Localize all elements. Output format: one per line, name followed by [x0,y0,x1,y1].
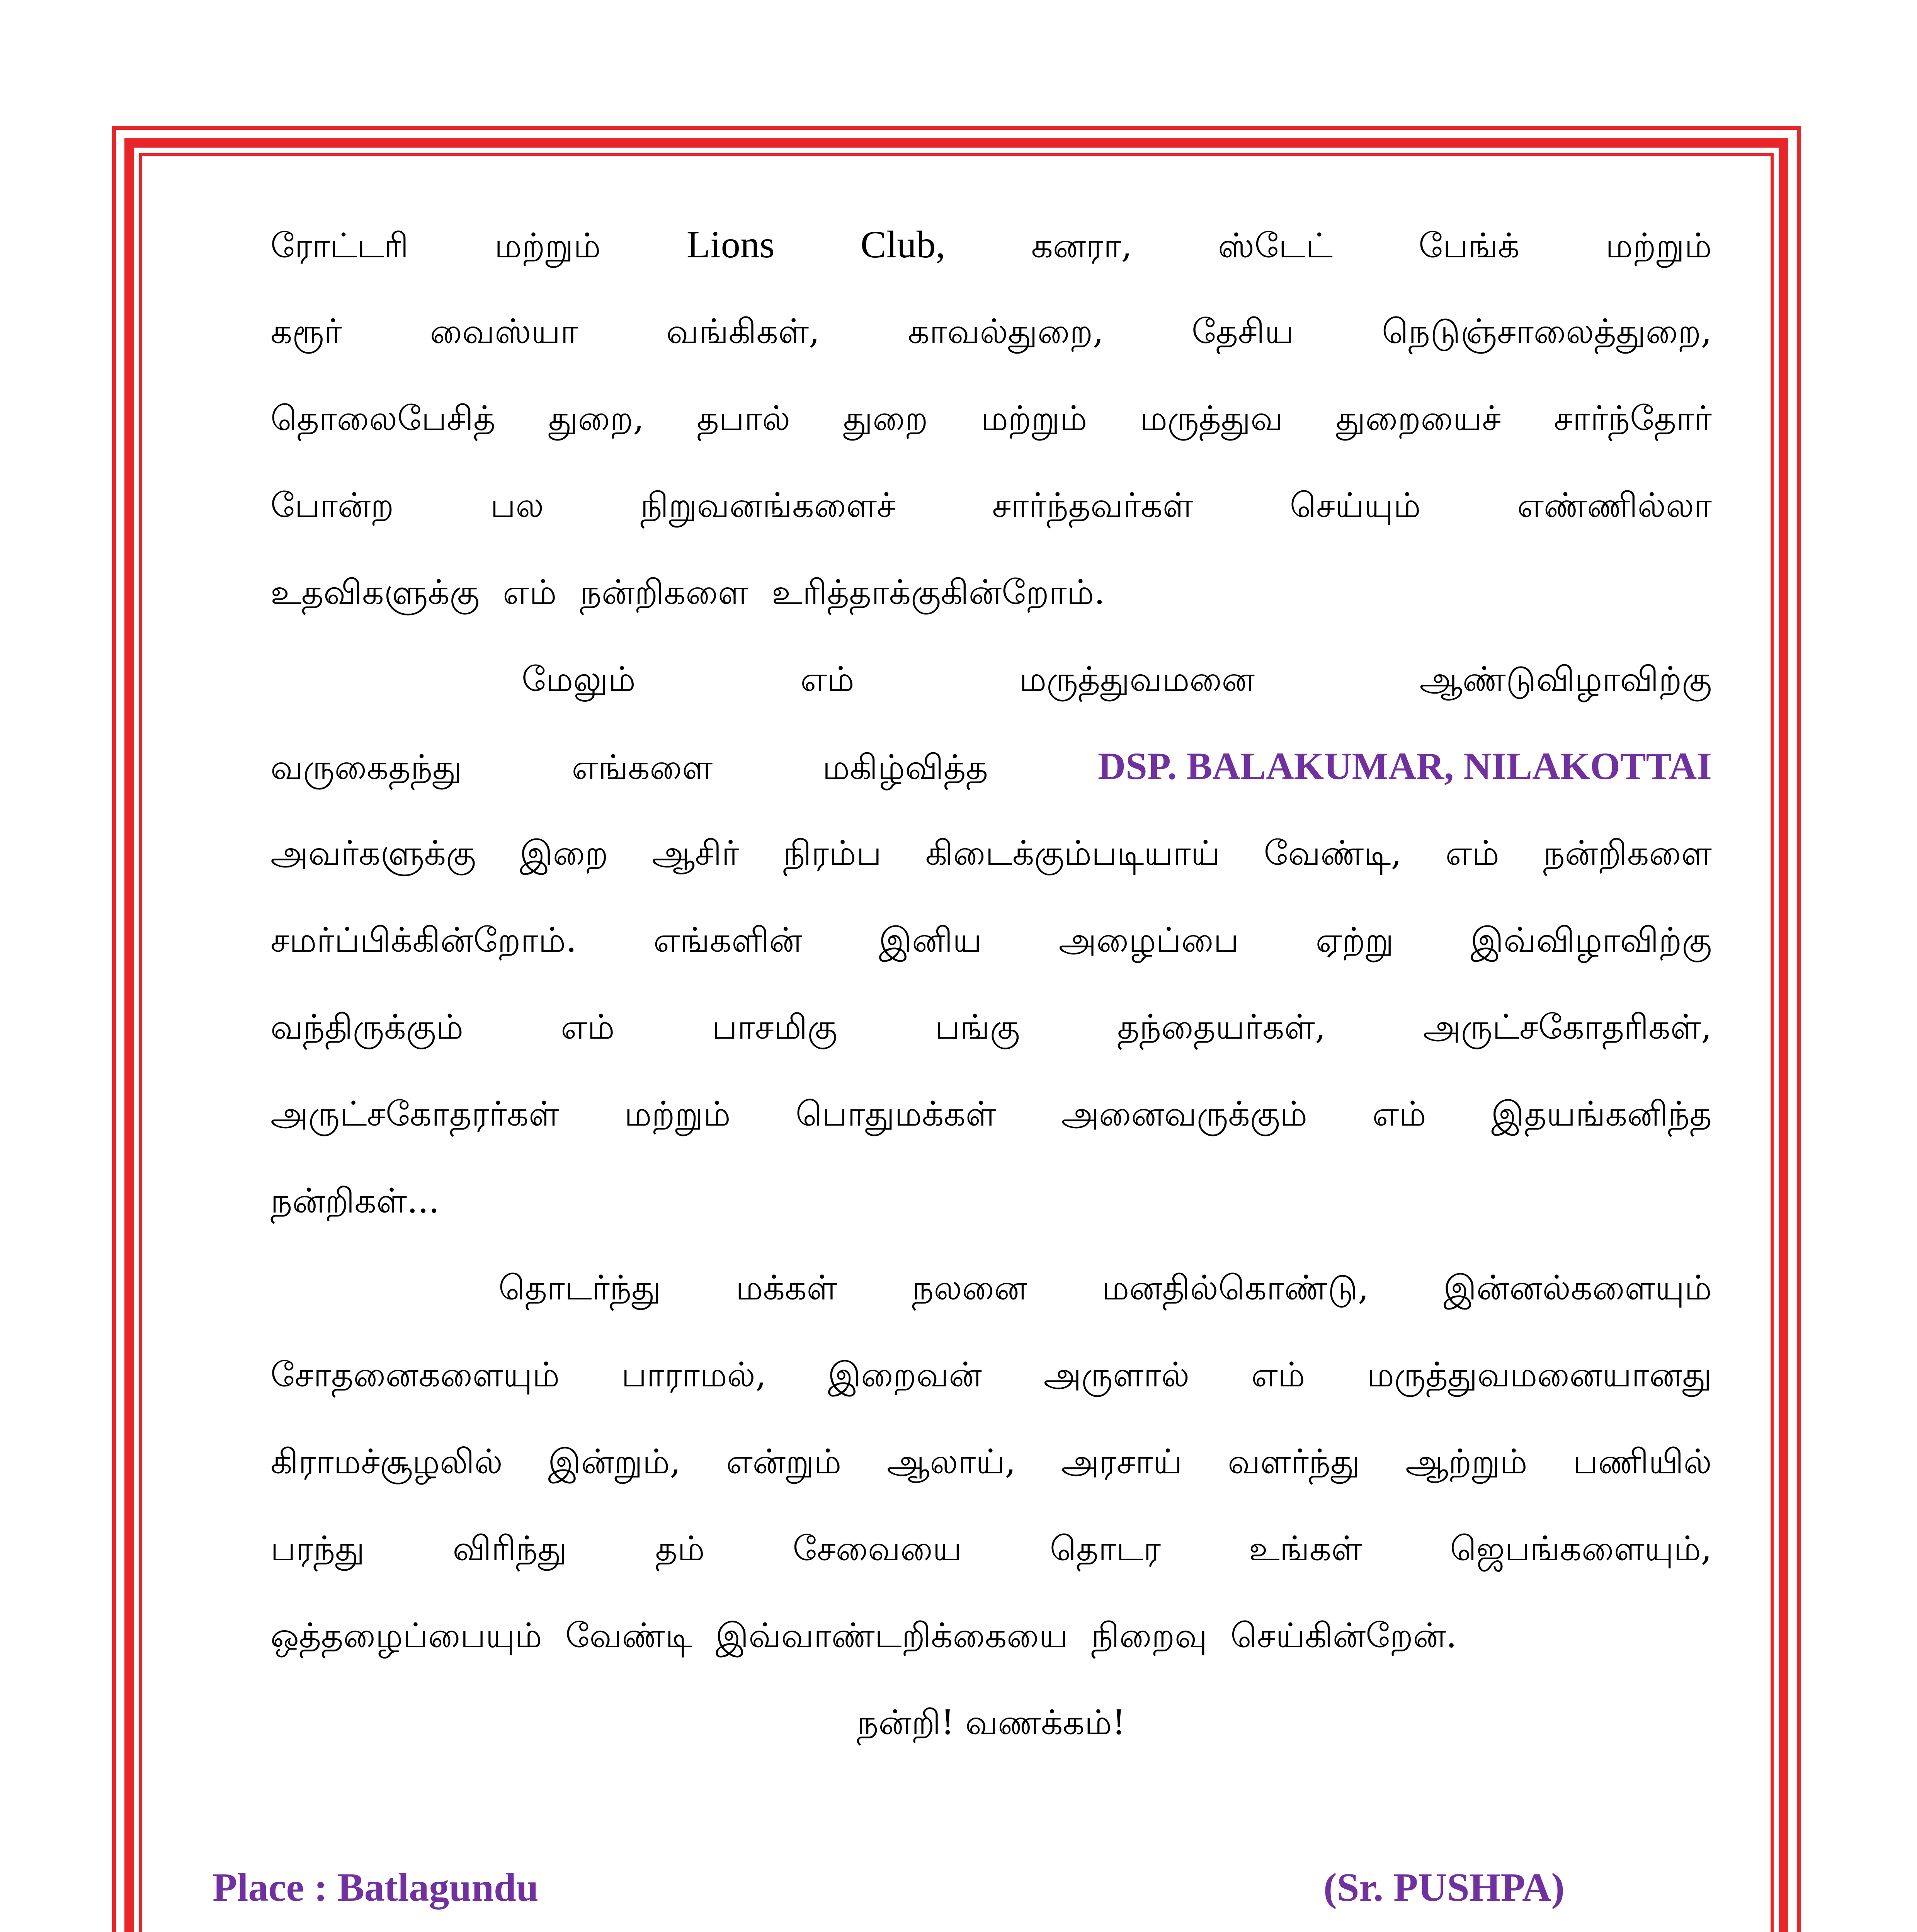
text-line [270,723,1712,810]
word: ஆலாய், [887,1442,1016,1481]
word: பேங்க் [1419,226,1520,265]
word: விரிந்து [452,1529,567,1568]
word: அரசாய் [1061,1442,1182,1481]
word: நன்றிகளை [580,572,749,612]
word: இவ்வாண்டறிக்கையை [715,1616,1068,1655]
word: செய்கின்றேன். [1230,1616,1457,1655]
guest-name: DSP. BALAKUMAR, NILAKOTTAI [1097,745,1712,787]
word: கிராமச்சூழலில் [270,1442,503,1481]
word: எம் [561,1007,615,1047]
word: சேவையை [793,1529,962,1568]
word: போன்ற [270,485,394,525]
text-line [270,810,1712,896]
paragraph-conclusion [270,1244,1712,1679]
word: பாசமிகு [712,1007,838,1047]
word: மக்கள் [735,1268,837,1308]
word: Lions [686,223,775,266]
word: தந்தையர்கள், [1117,1007,1326,1047]
word: வங்கிகள், [666,311,820,351]
word: நிரம்ப [783,833,882,873]
word: ஸ்டேட் [1218,226,1333,265]
text-line [270,1331,1712,1418]
paragraph-thanks-guest [270,636,1712,1244]
word: நிறைவு [1091,1616,1208,1655]
word: உதவிகளுக்கு [270,572,480,612]
signatory-name: (Sr. PUSHPA) [1323,1865,1565,1910]
word: அவர்களுக்கு [270,833,476,873]
word: மருத்துவமனை [1019,659,1255,699]
word: தபால் [697,398,791,438]
word: ஆசிர் [652,833,740,873]
word: கிடைக்கும்படியாய் [925,833,1220,873]
word: எங்களின் [653,920,802,960]
word: பங்கு [935,1007,1020,1047]
text-line [270,375,1712,462]
word: நன்றிகள்... [270,1181,440,1221]
text-line [270,1418,1712,1505]
word: எம் [1372,1094,1426,1134]
text-line [270,1244,1712,1331]
word: நலனை [912,1268,1027,1308]
word: மருத்துவ [1140,398,1283,438]
text-line [270,462,1712,549]
word: பணியில் [1573,1442,1712,1481]
paragraph-thanks-organisations [270,201,1712,636]
word: நெடுஞ்சாலைத்துறை, [1382,311,1712,351]
word: எம் [1251,1355,1305,1395]
word: தம் [655,1529,705,1568]
text-line [270,636,1712,723]
word: நன்றிகளை [1543,833,1712,873]
word: எண்ணில்லா [1517,485,1712,525]
word: இறைவன் [828,1355,982,1395]
text-line [270,1070,1712,1157]
word: மேலும் [522,659,636,699]
word: வேண்டி, [1264,833,1402,873]
word: வளர்ந்து [1228,1442,1360,1481]
word: இன்றும், [548,1442,681,1481]
word: அனைவருக்கும் [1061,1094,1308,1134]
word: அருட்சகோதரர்கள் [270,1094,560,1134]
word: வேண்டி [565,1616,692,1655]
word: ஜெபங்களையும், [1450,1529,1712,1568]
word: சோதனைகளையும் [270,1355,560,1395]
word: சார்ந்தவர்கள் [992,485,1193,525]
word: மற்றும் [1605,226,1712,265]
word: ரோட்டரி [270,226,409,265]
text-line [270,549,1712,636]
word: ஆற்றும் [1405,1442,1527,1481]
word: கரூர் [270,311,342,351]
word: மற்றும் [981,398,1087,438]
word: மற்றும் [494,226,601,265]
text-line [270,983,1712,1070]
word: சார்ந்தோர் [1554,398,1712,438]
word: இதயங்கனிந்த [1491,1094,1712,1134]
word: ஏற்று [1315,920,1394,960]
word: எங்களை [572,747,713,787]
word: மருத்துவமனையானது [1367,1355,1712,1395]
word: மகிழ்வித்த [822,747,988,787]
word: எம் [800,659,854,699]
word: துறையைச் [1336,398,1501,438]
word: அழைப்பை [1058,920,1239,960]
word: மனதில்கொண்டு, [1102,1268,1369,1308]
text-line [270,1157,1712,1244]
word: தொலைபேசித் [270,398,496,438]
word: மற்றும் [624,1094,731,1134]
word: உங்கள் [1249,1529,1362,1568]
word: தொடர்ந்து [498,1268,661,1308]
text-line [270,1505,1712,1592]
word: துறை, [548,398,644,438]
word: அருளால் [1043,1355,1190,1395]
place-field: Place : Batlagundu [213,1865,539,1910]
word: பொதுமக்கள் [795,1094,996,1134]
word: இனிய [879,920,982,960]
word: தேசிய [1192,311,1294,351]
word: இறை [520,833,608,873]
text-line [270,201,1712,288]
word: அருட்சகோதரிகள், [1423,1007,1712,1047]
word: பரந்து [270,1529,365,1568]
word: இன்னல்களையும் [1443,1268,1712,1308]
word: ஒத்தழைப்பையும் [270,1616,542,1655]
word: செய்யும் [1289,485,1421,525]
word: காவல்துறை, [908,311,1104,351]
word: துறை [843,398,928,438]
letter-body [270,201,1712,1766]
word: என்றும் [726,1442,842,1481]
word: சமர்ப்பிக்கின்றோம். [270,920,577,960]
word: நிறுவனங்களைச் [640,485,896,525]
word: Club, [860,223,946,266]
text-line [270,1592,1712,1679]
word: கனரா, [1031,226,1132,265]
word: ஆண்டுவிழாவிற்கு [1419,659,1712,699]
word: இவ்விழாவிற்கு [1470,920,1712,960]
word: வந்திருக்கும் [270,1007,464,1047]
closing-greeting: நன்றி! வணக்கம்! [857,1702,1126,1742]
word: எம் [1445,833,1500,873]
text-line [270,288,1712,375]
word: பல [490,485,544,525]
text-line [270,896,1712,983]
word: எம் [503,572,557,612]
word: வைஸ்யா [430,311,578,351]
word: தொடர [1050,1529,1161,1568]
word: வருகைதந்து [270,747,462,787]
word: பாராமல், [621,1355,766,1395]
word: உரித்தாக்குகின்றோம். [772,572,1105,612]
